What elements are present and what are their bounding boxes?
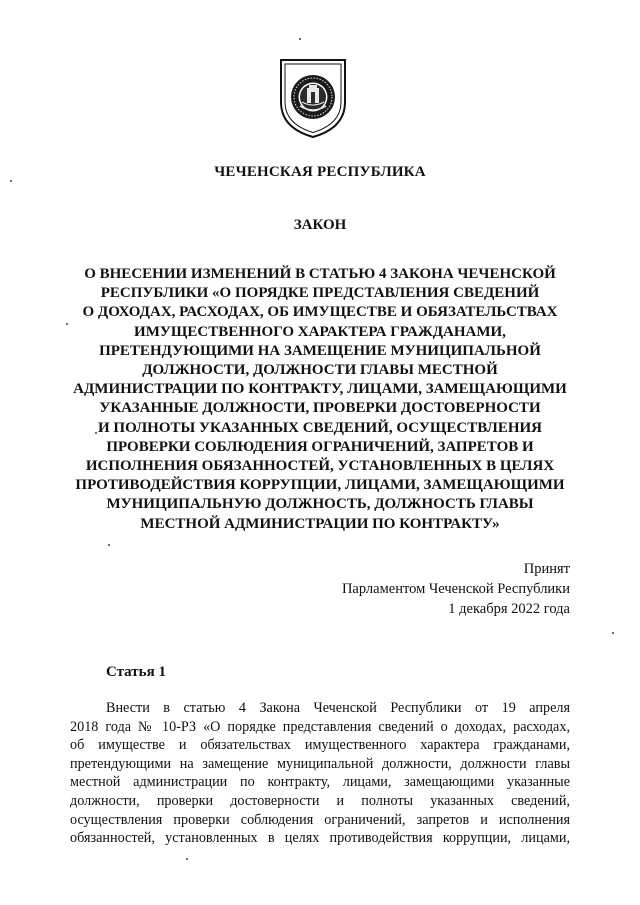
law-title-line: ПРОТИВОДЕЙСТВИЯ КОРРУПЦИИ, ЛИЦАМИ, ЗАМЕЩАЮЩИМИ (75, 477, 565, 494)
scan-speck (186, 858, 188, 860)
law-title-line: МЕСТНОЙ АДМИНИСТРАЦИИ ПО КОНТРАКТУ» (140, 515, 500, 532)
article-body (70, 699, 570, 848)
law-title-line: О ДОХОДАХ, РАСХОДАХ, ОБ ИМУЩЕСТВЕ И ОБЯЗАТЕЛЬСТВАХ (82, 304, 558, 321)
law-title-line: МУНИЦИПАЛЬНУЮ ДОЛЖНОСТЬ, ДОЛЖНОСТЬ ГЛАВЫ (106, 496, 534, 513)
law-title-line: РЕСПУБЛИКИ «О ПОРЯДКЕ ПРЕДСТАВЛЕНИЯ СВЕДЕНИЙ (100, 285, 540, 302)
adoption-block (342, 559, 570, 619)
article-line: 2018 года № 10-РЗ «О порядке представления сведений о доходах, расходах, (70, 718, 570, 735)
law-title-line: ИМУЩЕСТВЕННОГО ХАРАКТЕРА ГРАЖДАНАМИ, (134, 323, 506, 340)
article-line: Внести в статью 4 Закона Чеченской Республики от 19 апреля (106, 700, 570, 716)
scan-speck (10, 180, 12, 182)
adopting-body: Парламентом Чеченской Республики (341, 581, 570, 597)
law-title-line: ИСПОЛНЕНИЯ ОБЯЗАННОСТЕЙ, УСТАНОВЛЕННЫХ В ЦЕЛЯХ (85, 458, 555, 475)
law-title-line: АДМИНИСТРАЦИИ ПО КОНТРАКТУ, ЛИЦАМИ, ЗАМЕЩАЮЩИМИ (73, 381, 567, 398)
scan-speck (95, 432, 97, 434)
adoption-date: 1 декабря 2022 года (448, 601, 570, 617)
article-line: обязанностей, установленных в целях противодействия коррупции, лицами, (70, 830, 570, 847)
scan-speck (66, 323, 68, 325)
law-title-line: УКАЗАННЫЕ ДОЛЖНОСТИ, ПРОВЕРКИ ДОСТОВЕРНОСТИ (99, 400, 541, 417)
scan-speck (299, 38, 301, 40)
article-line: должности, проверки достоверности и полноты указанных сведений, (70, 792, 570, 809)
article-line: претендующими на замещение муниципальной должности, должности главы (70, 755, 570, 772)
coat-of-arms-emblem (276, 56, 350, 140)
law-title-line: О ВНЕСЕНИИ ИЗМЕНЕНИЙ В СТАТЬЮ 4 ЗАКОНА ЧЕЧЕНСКОЙ (84, 266, 556, 282)
law-title-line: ПРЕТЕНДУЮЩИМИ НА ЗАМЕЩЕНИЕ МУНИЦИПАЛЬНОЙ (99, 342, 541, 359)
scan-speck (108, 544, 110, 546)
document-type: ЗАКОН (293, 217, 347, 233)
article-line: местной администрации по контракту, лицами, замещающими указанные (70, 774, 570, 791)
law-title-line: ПРОВЕРКИ СОБЛЮДЕНИЯ ОГРАНИЧЕНИЙ, ЗАПРЕТОВ И (106, 438, 534, 455)
law-title-line: ДОЛЖНОСТИ, ДОЛЖНОСТИ ГЛАВЫ МЕСТНОЙ (142, 362, 498, 379)
republic-name: ЧЕЧЕНСКАЯ РЕСПУБЛИКА (214, 164, 426, 180)
article-line: осуществления проверки соблюдения ограничений, запретов и исполнения (70, 811, 570, 828)
article-line: об имуществе и обязательствах имущественного характера гражданами, (70, 737, 570, 754)
scan-speck (612, 632, 614, 634)
law-title-line: И ПОЛНОТЫ УКАЗАННЫХ СВЕДЕНИЙ, ОСУЩЕСТВЛЕНИЯ (97, 419, 542, 436)
law-title (62, 265, 578, 534)
adoption-status: Принят (523, 561, 570, 577)
article-heading: Статья 1 (106, 664, 166, 680)
